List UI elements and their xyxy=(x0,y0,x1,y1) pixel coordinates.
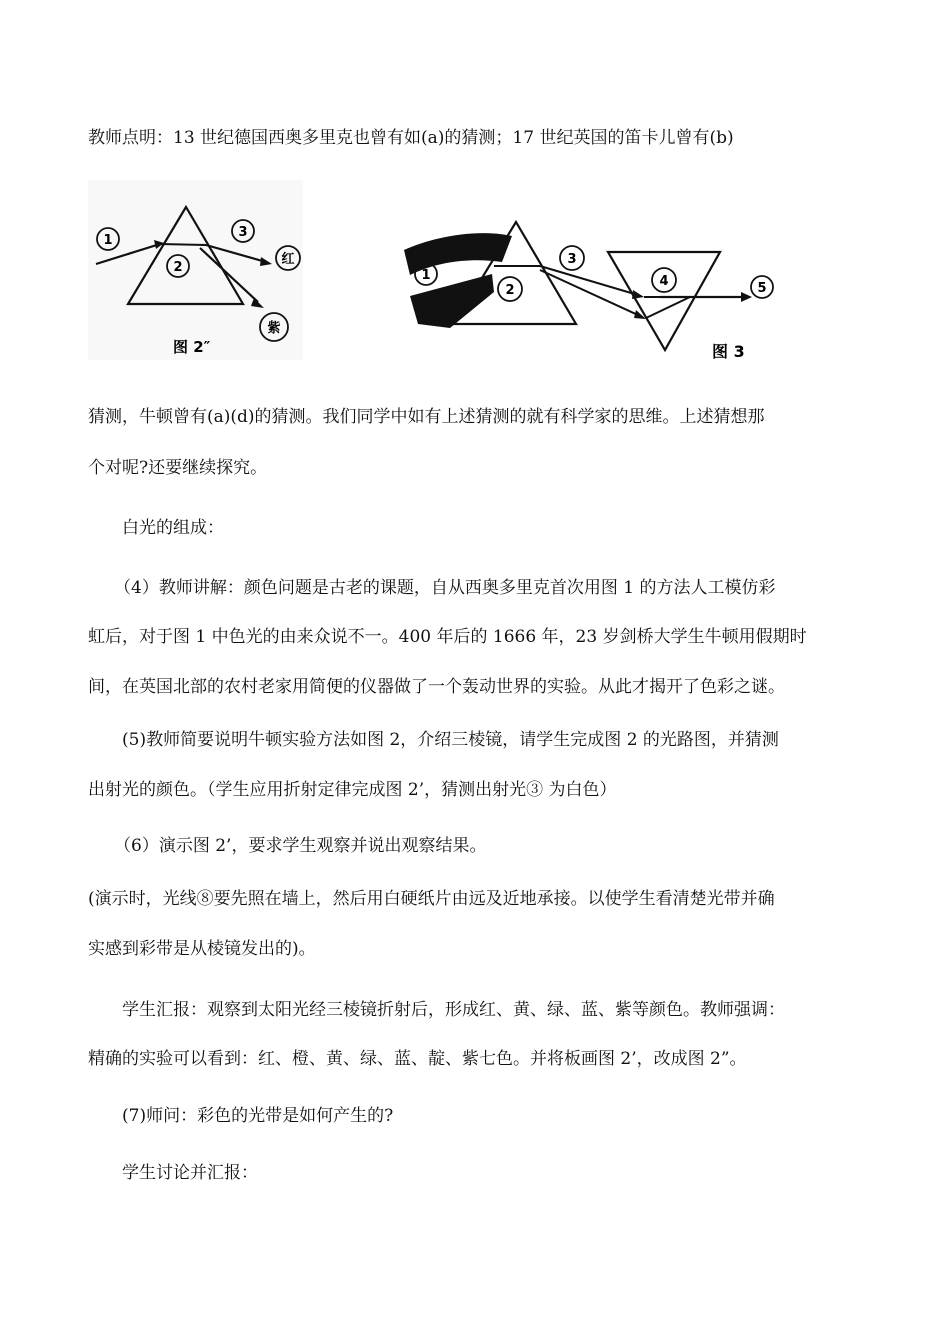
label-2: 2 xyxy=(173,260,183,275)
text-line: （6）演示图 2’，要求学生观察并说出观察结果。 xyxy=(114,836,487,856)
figure-two-prisms xyxy=(390,200,790,365)
text-line: 个对呢?还要继续探究。 xyxy=(88,458,268,478)
text-line: 教师点明：13 世纪德国西奥多里克也曾有如(a)的猜测；17 世纪英国的笛卡儿曾有(b) xyxy=(88,128,734,148)
text-line: 学生讨论并汇报： xyxy=(122,1163,258,1183)
inverted-prism-shape xyxy=(608,252,720,350)
label-1: 1 xyxy=(421,268,431,283)
internal-ray xyxy=(160,244,206,245)
label-3: 3 xyxy=(238,225,248,240)
label-4: 4 xyxy=(659,274,669,289)
text-line: (演示时，光线⑧要先照在墙上，然后用白硬纸片由远及近地承接。以使学生看清楚光带并确 xyxy=(88,889,775,909)
figure-caption: 图 2″ xyxy=(173,338,211,356)
label-1: 1 xyxy=(103,233,113,248)
figure-caption: 图 3 xyxy=(712,342,745,361)
figure-prism-dispersion xyxy=(88,180,303,360)
ray-upper xyxy=(540,266,638,295)
text-line: (5)教师简要说明牛顿实验方法如图 2，介绍三棱镜，请学生完成图 2 的光路图，并猜测 xyxy=(122,730,779,750)
text-line: 间，在英国北部的农村老家用简便的仪器做了一个轰动世界的实验。从此才揭开了色彩之谜。 xyxy=(88,677,785,697)
text-line: 精确的实验可以看到：红、橙、黄、绿、蓝、靛、紫七色。并将板画图 2’，改成图 2”。 xyxy=(88,1049,747,1069)
label-violet: 紫 xyxy=(267,321,281,336)
ray-lower xyxy=(540,270,640,316)
label-2: 2 xyxy=(505,283,515,298)
label-5: 5 xyxy=(757,281,767,296)
text-line: 出射光的颜色。（学生应用折射定律完成图 2’，猜测出射光③ 为白色） xyxy=(88,780,617,800)
section-heading: 白光的组成： xyxy=(122,518,224,538)
label-3: 3 xyxy=(567,252,577,267)
text-line: 学生汇报：观察到太阳光经三棱镜折射后，形成红、黄、绿、蓝、紫等颜色。教师强调： xyxy=(122,1000,785,1020)
text-line: 虹后，对于图 1 中色光的由来众说不一。400 年后的 1666 年，23 岁剑桥大学生牛顿用假期时 xyxy=(88,627,807,647)
text-line: （4）教师讲解：颜色问题是古老的课题，自从西奥多里克首次用图 1 的方法人工模仿彩 xyxy=(114,578,776,598)
text-line: 实感到彩带是从棱镜发出的)。 xyxy=(88,939,316,959)
text-line: 猜测，牛顿曾有(a)(d)的猜测。我们同学中如有上述猜测的就有科学家的思维。上述猜想那 xyxy=(88,407,765,427)
label-red: 红 xyxy=(281,252,295,267)
text-line: (7)师问：彩色的光带是如何产生的? xyxy=(122,1106,394,1126)
